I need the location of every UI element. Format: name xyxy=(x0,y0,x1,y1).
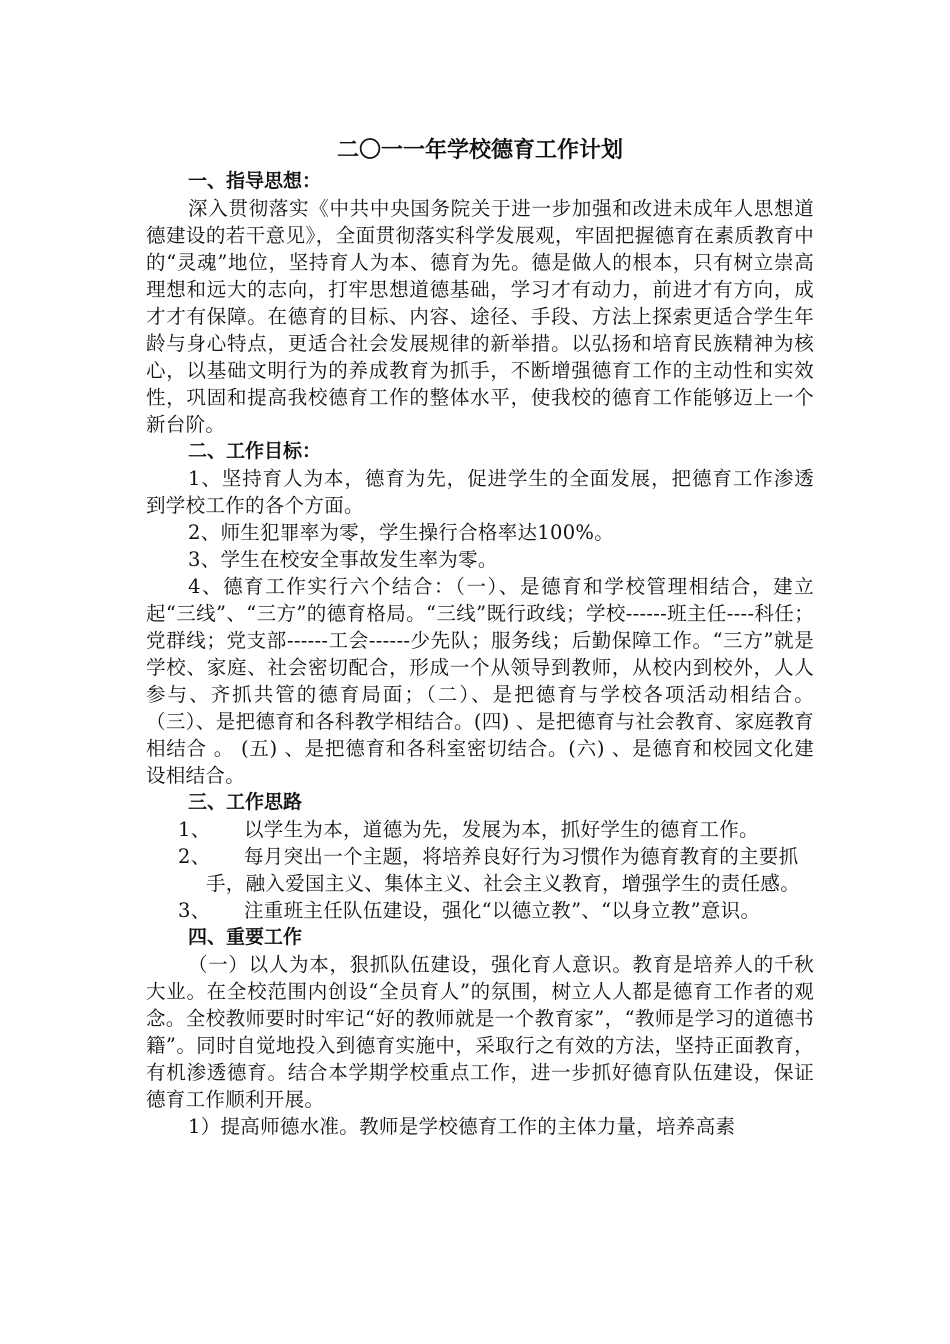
document-page xyxy=(146,132,814,1140)
section-heading: 一、指导思想： xyxy=(188,170,322,192)
section-heading: 三、工作思路 xyxy=(188,791,303,813)
paragraph: 3、学生在校安全事故发生率为零。 xyxy=(188,548,498,571)
list-text: 注重班主任队伍建设，强化“以德立教”、“以身立教”意识。 xyxy=(244,899,761,922)
list-item xyxy=(146,816,814,843)
numbered-list xyxy=(146,816,814,924)
section-work-approach xyxy=(146,789,814,924)
section-heading: 四、重要工作 xyxy=(188,926,303,948)
list-item xyxy=(146,897,814,924)
list-text: 以学生为本，道德为先，发展为本，抓好学生的德育工作。 xyxy=(244,818,759,841)
document-title: 二〇一一年学校德育工作计划 xyxy=(336,137,623,163)
paragraph: 深入贯彻落实《中共中央国务院关于进一步加强和改进未成年人思想道德建设的若干意见》，全面贯彻落实科学发展观，牢固把握德育在素质教育中的“灵魂”地位，坚持育人为本、德育为先。德是做人的根本，只有树立崇高理想和远大的志向，打牢思想道德基础，学习才有动力，前进才有方向，成才才有保障。在德育的目标、内容、途径、手段、方法上探索更适合学生年龄与身心特点，更适合社会发展规律的新举措。以弘扬和培育民族精神为核心，以基础文明行为的养成教育为抓手，不断增强德育工作的主动性和实效性，巩固和提高我校德育工作的整体水平，使我校的德育工作能够迈上一个新台阶。 xyxy=(146,197,814,436)
list-item xyxy=(146,843,814,897)
section-guiding-thought xyxy=(146,168,814,438)
list-number: 2、 xyxy=(178,845,211,868)
list-number: 1、 xyxy=(178,818,211,841)
section-heading: 二、工作目标： xyxy=(188,440,322,462)
paragraph: 4、德育工作实行六个结合：（一）、是德育和学校管理相结合，建立起“三线”、“三方”的德育格局。“三线”既行政线；学校------班主任----科任；党群线；党支部------工会------少先队；服务线；后勤保障工作。“三方”就是学校、家庭、社会密切配合，形成一个从领导到教师，从校内到校外，人人参与、齐抓共管的德育局面；（二）、是把德育与学校各项活动相结合。（三）、是把德育和各科教学相结合。(四) 、是把德育与社会教育、家庭教育相结合 。 (五) 、是把德育和各科室密切结合。(六) 、是德育和校园文化建设相结合。 xyxy=(146,575,814,787)
section-work-goals xyxy=(146,438,814,789)
list-text: 每月突出一个主题，将培养良好行为习惯作为德育教育的主要抓手，融入爱国主义、集体主义、社会主义教育，增强学生的责任感。 xyxy=(206,845,801,895)
paragraph: 2、师生犯罪率为零，学生操行合格率达100%。 xyxy=(188,521,615,544)
section-key-work xyxy=(146,924,814,1140)
paragraph: 1、坚持育人为本，德育为先，促进学生的全面发展，把德育工作渗透到学校工作的各个方面。 xyxy=(146,467,814,517)
paragraph: 1）提高师德水准。教师是学校德育工作的主体力量，培养高素 xyxy=(188,1115,736,1138)
list-number: 3、 xyxy=(178,899,211,922)
paragraph: （一）以人为本，狠抓队伍建设，强化育人意识。教育是培养人的千秋大业。在全校范围内创设“全员育人”的氛围，树立人人都是德育工作者的观念。全校教师要时时牢记“好的教师就是一个教育家”，“教师是学习的道德书籍”。同时自觉地投入到德育实施中，采取行之有效的方法，坚持正面教育，有机渗透德育。结合本学期学校重点工作，进一步抓好德育队伍建设，保证德育工作顺利开展。 xyxy=(146,953,814,1111)
